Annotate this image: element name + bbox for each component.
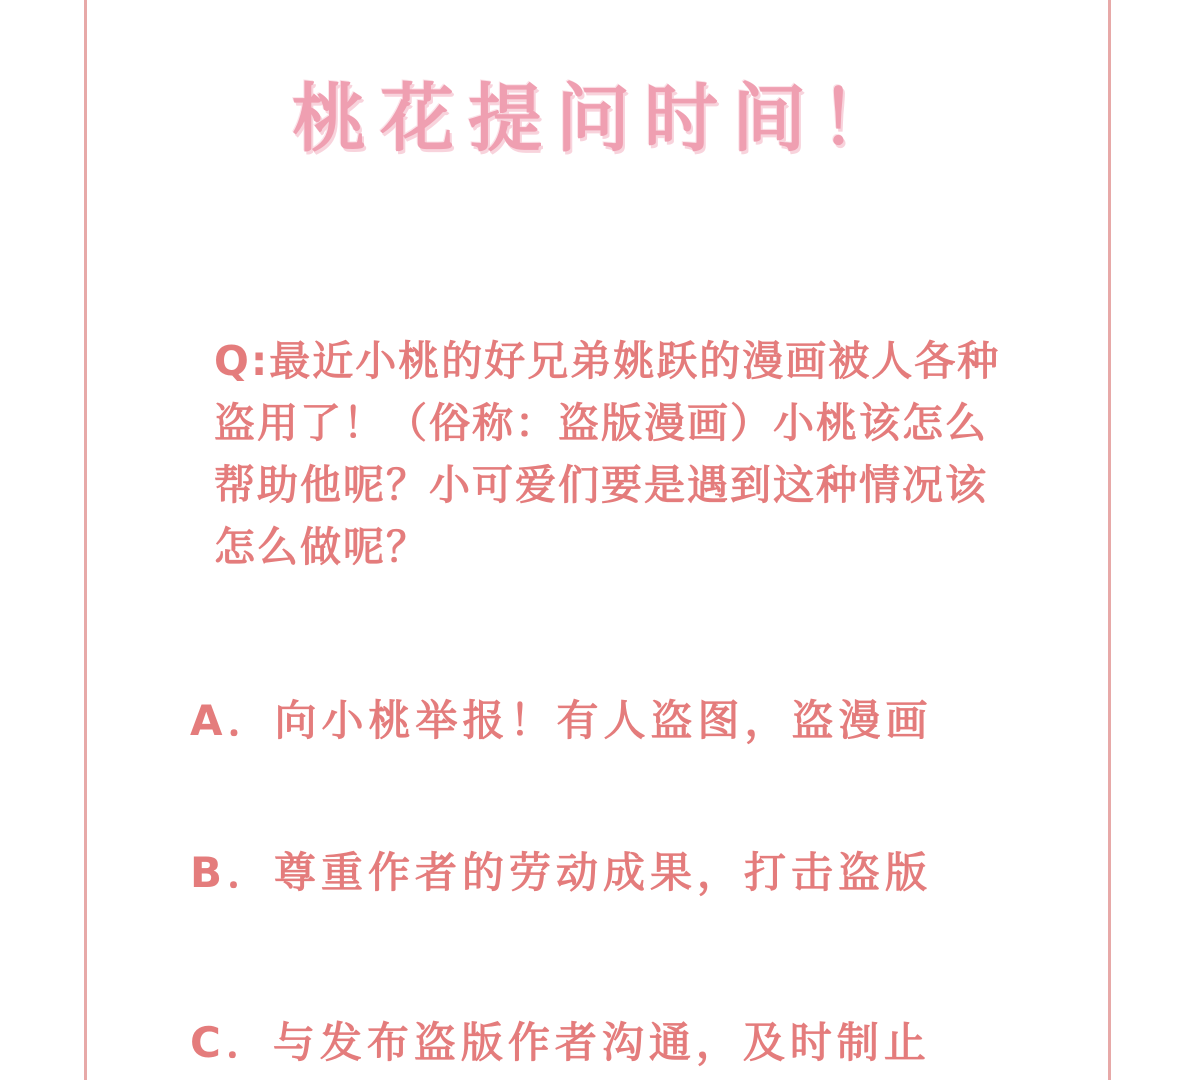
option-a: A．向小桃举报！有人盗图，盗漫画 xyxy=(190,696,933,745)
option-c: C．与发布盗版作者沟通，及时制止 xyxy=(190,1018,931,1067)
left-border-line xyxy=(84,0,87,1080)
option-b: B．尊重作者的劳动成果，打击盗版 xyxy=(190,848,933,897)
page-title: 桃花提问时间！ xyxy=(292,76,908,162)
question-text: Q:最近小桃的好兄弟姚跃的漫画被人各种盗用了！（俗称：盗版漫画）小桃该怎么帮助他呢？小可爱们要是遇到这种情况该怎么做呢？ xyxy=(214,337,1001,571)
right-border-line xyxy=(1108,0,1111,1080)
